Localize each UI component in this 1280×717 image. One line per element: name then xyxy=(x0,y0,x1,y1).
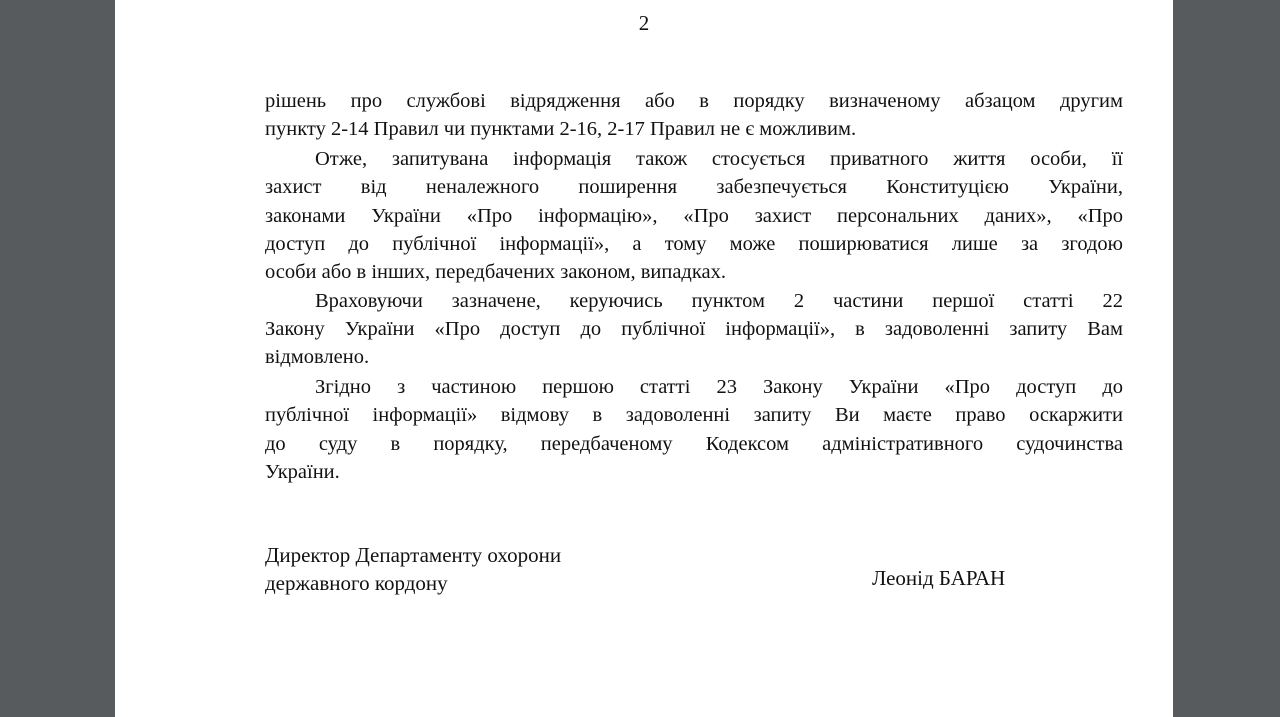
text-line: захист від неналежного поширення забезпечується Конституцією України, xyxy=(265,176,1123,198)
text-line: України. xyxy=(265,461,340,483)
text-line: законами України «Про інформацію», «Про захист персональних даних», «Про xyxy=(265,205,1123,227)
text-line: відмовлено. xyxy=(265,346,370,368)
signatory-position: державного кордону xyxy=(265,571,448,595)
text-line: пункту 2-14 Правил чи пунктами 2-16, 2-17 Правил не є можливим. xyxy=(265,118,857,140)
text-line: доступ до публічної інформації», а тому може поширюватися лише за згодою xyxy=(265,233,1123,255)
text-line: Враховуючи зазначене, керуючись пунктом 2 частини першої статті 22 xyxy=(315,290,1123,312)
text-line: публічної інформації» відмову в задоволенні запиту Ви маєте право оскаржити xyxy=(265,404,1123,426)
signatory-name: Леонід БАРАН xyxy=(872,566,1006,590)
text-line: особи або в інших, передбачених законом, випадках. xyxy=(265,261,726,283)
signatory-position: Директор Департаменту охорони xyxy=(265,543,562,567)
document-page xyxy=(115,0,1173,717)
text-line: рішень про службові відрядження або в порядку визначеному абзацом другим xyxy=(265,90,1123,112)
text-line: до суду в порядку, передбаченому Кодексом адміністративного судочинства xyxy=(265,433,1123,455)
text-line: Закону України «Про доступ до публічної інформації», в задоволенні запиту Вам xyxy=(265,318,1123,340)
text-line: Згідно з частиною першою статті 23 Закону України «Про доступ до xyxy=(315,376,1123,398)
page-number: 2 xyxy=(638,11,650,35)
text-line: Отже, запитувана інформація також стосується приватного життя особи, її xyxy=(315,148,1123,170)
